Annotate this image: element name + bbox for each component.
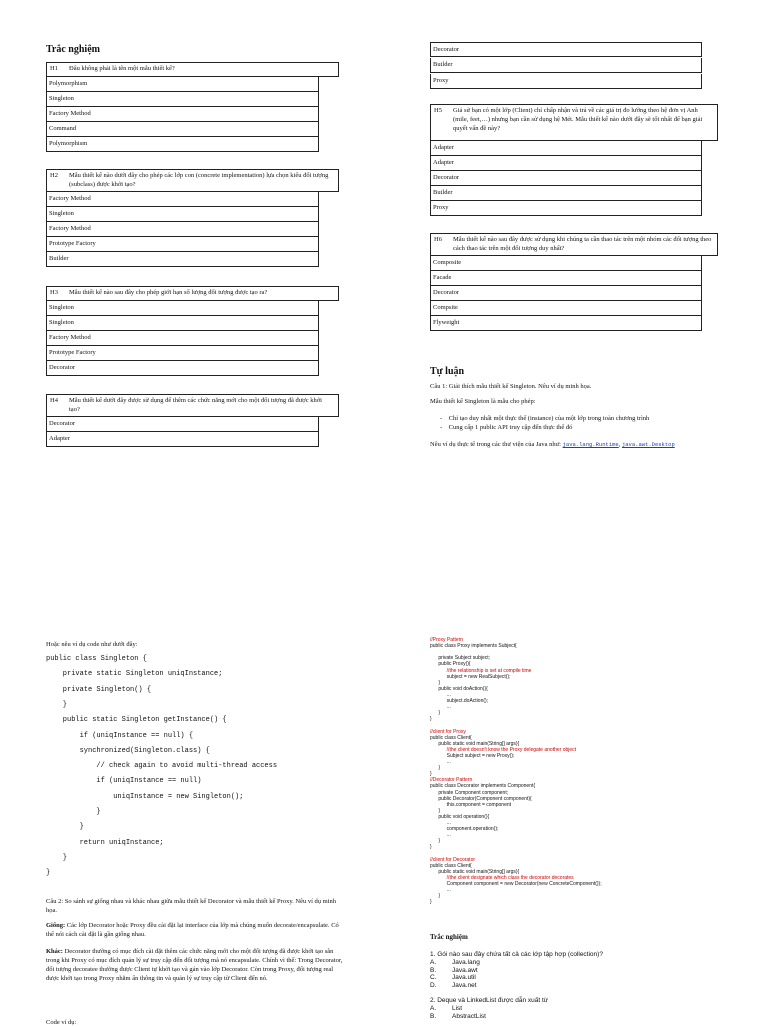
example-sep: , bbox=[618, 441, 622, 448]
mc-option[interactable]: A. bbox=[430, 1005, 437, 1012]
answer-option[interactable]: Singleton bbox=[46, 207, 319, 222]
mc-option-text: AbstractList bbox=[452, 1012, 486, 1020]
question-number: H3 bbox=[50, 289, 58, 296]
answer-option[interactable]: Compsite bbox=[430, 301, 702, 316]
code-line: component.operation(); bbox=[430, 826, 499, 833]
code-line: public static void main(String[] args){ bbox=[430, 868, 520, 875]
answer-option[interactable]: Builder bbox=[430, 186, 702, 201]
question-H2 bbox=[46, 169, 339, 192]
code-line: public static Singleton getInstance() { bbox=[46, 716, 227, 725]
code-line: Subject subject = new Proxy(); bbox=[430, 752, 515, 759]
mc-question: 1. Gói nào sau đây chứa tất cả các lớp tập hợp (collection)? bbox=[430, 951, 603, 958]
code-line: ... bbox=[430, 704, 451, 711]
mc-question: 2. Deque và LinkedList được dẫn xuất từ bbox=[430, 997, 549, 1004]
code-line: } bbox=[46, 869, 51, 878]
bullet-2-text: Cung cấp 1 public API truy cập đến thực thể đó bbox=[448, 424, 573, 431]
code-line: } bbox=[430, 838, 441, 845]
code-line: } bbox=[430, 679, 441, 686]
answer-option[interactable]: Singleton bbox=[46, 301, 319, 316]
same-text: Các lớp Decorator hoặc Proxy đều cài đặt lại interface của lớp mà chúng muốn decorate/encapsulate. Có thể nói cách cài đặt là gần giống nhau. bbox=[46, 922, 339, 938]
code-line: } bbox=[46, 853, 68, 862]
code-line: private static Singleton uniqInstance; bbox=[46, 670, 223, 679]
code-line: } bbox=[430, 710, 441, 717]
question-H4 bbox=[46, 394, 339, 417]
mc-option-text: Java.awt bbox=[452, 966, 478, 974]
bullet-1: - Chỉ tạo duy nhất một thực thể (instance) của một lớp trong toàn chương trình bbox=[440, 415, 650, 422]
mc-title: Trắc nghiệm bbox=[430, 933, 468, 941]
code-line: //the client doesn't know the Proxy delegate another object bbox=[430, 746, 577, 753]
answer-option[interactable]: Factory Method bbox=[46, 222, 319, 237]
code-line: } bbox=[430, 899, 432, 906]
question-number: H1 bbox=[50, 65, 58, 72]
code-line: //the relationship is set at compile time bbox=[430, 667, 532, 674]
answer-option[interactable]: Command bbox=[46, 122, 319, 137]
code-line: ... bbox=[430, 820, 451, 826]
code-line: Component component = new Decorator(new ConcreteComponent()); bbox=[430, 881, 602, 887]
code-intro: Hoặc nêu ví dụ code như dưới đây: bbox=[46, 641, 138, 648]
question-text: Mẫu thiết kế nào sau đây được sử dụng khi chúng ta cần thao tác trên một nhóm các đối tượng theo cách thao tác trên một đối tượng duy nhất? bbox=[453, 236, 712, 252]
code-line: public void doAction(){ bbox=[430, 685, 488, 692]
code-line: ... bbox=[430, 759, 451, 765]
mc-option[interactable]: A. bbox=[430, 959, 437, 966]
code-line: } bbox=[430, 893, 441, 900]
code-line: private Subject subject; bbox=[430, 655, 491, 662]
code-line: public Decorator(Component component){ bbox=[430, 795, 532, 802]
diff-text: Decorator thường có mục đích cài đặt thêm các chức năng mới cho một đối tượng đã được khởi tạo sẵn trong khi Proxy có mục đích quản lý sự truy cập đến đối tượng mà nó encapsulate. Chính vì thế: Trong Decorator, đối tượng decoratee thường được Client tự khởi tạo và gán vào lớp Decorator. Còn trong Proxy, đối tượng real được khởi tạo trong Proxy nhằm ẩn thông tin và quản lý sự truy cập từ Client đến nó. bbox=[46, 948, 343, 982]
question-text: Giả sử bạn có một lớp (Client) chỉ chấp nhận và trả về các giá trị đo lường theo hệ đơn vị Anh (mile, feet,…) nhưng bạn cần sử dụng hệ Mét. Mẫu thiết kế nào dưới đây sẽ tốt nhất để bạn giải quyết vấn đề này? bbox=[453, 107, 703, 132]
diff-label: Khác: bbox=[46, 948, 63, 955]
essay-title: Tự luận bbox=[430, 366, 465, 377]
code-line: //client for Decorator bbox=[430, 856, 476, 863]
bullet-1-text: Chỉ tạo duy nhất một thực thể (instance) của một lớp trong toàn chương trình bbox=[448, 415, 650, 422]
question-number: H4 bbox=[50, 397, 58, 404]
question-number: H5 bbox=[434, 107, 442, 114]
answer-option[interactable]: Polymorphism bbox=[46, 77, 319, 92]
answer-option[interactable]: Factory Method bbox=[46, 192, 319, 207]
question-text: Mẫu thiết kế nào sau đây cho phép giới hạn số lượng đối tượng được tạo ra? bbox=[69, 289, 268, 296]
section-title: Trắc nghiệm bbox=[46, 44, 100, 55]
link-runtime[interactable]: java.lang.Runtime bbox=[562, 441, 619, 448]
answer-option[interactable]: Adapter bbox=[46, 432, 319, 447]
mc-option-text: Java.util bbox=[452, 974, 476, 981]
code-line: } bbox=[430, 807, 441, 814]
code-line: } bbox=[46, 823, 84, 832]
code-line: } bbox=[46, 700, 68, 709]
code-line: } bbox=[430, 765, 441, 772]
answer-option[interactable]: Prototype Factory bbox=[46, 346, 319, 361]
code-line: // check again to avoid multi-thread access bbox=[46, 762, 278, 771]
answer-option[interactable]: Factory Method bbox=[46, 107, 319, 122]
mc-option-text: Java.lang bbox=[452, 959, 480, 966]
answer-option[interactable]: Builder bbox=[430, 58, 702, 73]
answer-option[interactable]: Decorator bbox=[430, 171, 702, 186]
code-line: } bbox=[46, 808, 101, 816]
bullet-2: - Cung cấp 1 public API truy cập đến thực thể đó bbox=[440, 424, 573, 431]
code-line: ... bbox=[430, 832, 451, 839]
answer-option[interactable]: Proxy bbox=[430, 201, 702, 216]
answer-option[interactable]: Singleton bbox=[46, 316, 319, 331]
code-line: subject.doAction(); bbox=[430, 698, 489, 704]
link-desktop[interactable]: java.awt.Desktop bbox=[621, 441, 675, 448]
code-line: return uniqInstance; bbox=[46, 838, 164, 847]
code-line: } bbox=[430, 844, 432, 851]
mc-option-text: List bbox=[452, 1005, 463, 1012]
same-label: Giống: bbox=[46, 922, 66, 929]
answer-option[interactable]: Flyweight bbox=[430, 316, 702, 331]
essay-example bbox=[430, 440, 675, 449]
code-line: synchronized(Singleton.class) { bbox=[46, 746, 210, 755]
code-line: private Singleton() { bbox=[46, 685, 152, 694]
code-line: //Decorator Pattern bbox=[430, 777, 473, 784]
code-line: public class Decorator implements Component{ bbox=[430, 783, 536, 790]
question-H3 bbox=[46, 286, 339, 301]
answer-option[interactable]: Prototype Factory bbox=[46, 237, 319, 252]
answer-option[interactable]: Decorator bbox=[46, 417, 319, 432]
code-line: public class Singleton { bbox=[46, 655, 147, 663]
question-H1 bbox=[46, 62, 339, 77]
question-text: Mẫu thiết kế dưới đây được sử dụng để thêm các chức năng mới cho một đối tượng đã được khởi tạo? bbox=[69, 397, 322, 413]
code-line: ... bbox=[430, 691, 451, 698]
mc-option[interactable]: B. bbox=[430, 1012, 437, 1020]
answer-option[interactable]: Singleton bbox=[46, 92, 319, 107]
answer-option[interactable]: Polymorphism bbox=[46, 137, 319, 152]
mc-option[interactable]: C. bbox=[430, 974, 437, 981]
essay-intro: Mẫu thiết kế Singleton là mẫu cho phép: bbox=[430, 398, 536, 405]
mc-option[interactable]: D. bbox=[430, 981, 437, 989]
question-H5 bbox=[430, 104, 718, 141]
answer-option[interactable]: Proxy bbox=[430, 74, 702, 89]
code-line: private Component component; bbox=[430, 789, 509, 796]
code-line: public void operation(){ bbox=[430, 813, 490, 820]
code-line: public class Proxy implements Subject{ bbox=[430, 643, 517, 650]
q2-diff bbox=[46, 947, 346, 983]
answer-option[interactable]: Factory Method bbox=[46, 331, 319, 346]
code-line: if (uniqInstance == null) { bbox=[46, 731, 194, 740]
code-line: //Proxy Pattern bbox=[430, 637, 464, 643]
code-line: } bbox=[430, 716, 432, 723]
code-line: public class Client{ bbox=[430, 862, 472, 869]
code-line: } bbox=[430, 771, 432, 778]
question-H6 bbox=[430, 233, 718, 256]
answer-option[interactable]: Adapter bbox=[430, 141, 702, 156]
answer-option[interactable]: Adapter bbox=[430, 156, 702, 171]
code-label: Code ví dụ: bbox=[46, 1019, 77, 1026]
answer-option[interactable]: Builder bbox=[46, 252, 319, 267]
code-line: public static void main(String[] args){ bbox=[430, 740, 520, 747]
answer-option[interactable]: Facade bbox=[430, 271, 702, 286]
mc-option[interactable]: B. bbox=[430, 966, 437, 974]
question-number: H6 bbox=[434, 236, 442, 243]
code-line: //the client designate which class the decorator decorates bbox=[430, 874, 574, 881]
answer-option[interactable]: Decorator bbox=[430, 286, 702, 301]
answer-option[interactable]: Composite bbox=[430, 256, 702, 271]
code-line: if (uniqInstance == null) bbox=[46, 777, 202, 786]
essay-q1: Câu 1: Giải thích mẫu thiết kế Singleton. Nêu ví dụ minh họa. bbox=[430, 383, 592, 390]
example-prefix: Nêu ví dụ thực tế trong các thư viện của Java như: bbox=[430, 441, 563, 448]
code-line: subject = new RealSubject(); bbox=[430, 673, 511, 680]
answer-option[interactable]: Decorator bbox=[430, 42, 702, 57]
code-line: //client for Proxy bbox=[430, 728, 466, 735]
question-text: Đâu không phải là tên một mẫu thiết kế? bbox=[69, 65, 175, 72]
code-line: ... bbox=[430, 887, 451, 894]
question-number: H2 bbox=[50, 172, 58, 179]
q2-title: Câu 2: So sánh sự giống nhau và khác nhau giữa mẫu thiết kế Decorator và mẫu thiết kế Proxy. Nêu ví dụ minh họa. bbox=[46, 898, 337, 914]
q2-same bbox=[46, 921, 346, 939]
code-line: this.component = component bbox=[430, 801, 512, 808]
code-line: public Proxy(){ bbox=[430, 661, 471, 668]
code-line: public class Client{ bbox=[430, 734, 472, 741]
mc-option-text: Java.net bbox=[452, 981, 477, 989]
answer-option[interactable]: Decorator bbox=[46, 361, 319, 376]
code-line: uniqInstance = new Singleton(); bbox=[46, 792, 244, 801]
question-text: Mẫu thiết kế nào dưới đây cho phép các lớp con (concrete implementation) lựa chọn kiểu đối tượng (subclass) được khởi tạo? bbox=[69, 172, 329, 188]
